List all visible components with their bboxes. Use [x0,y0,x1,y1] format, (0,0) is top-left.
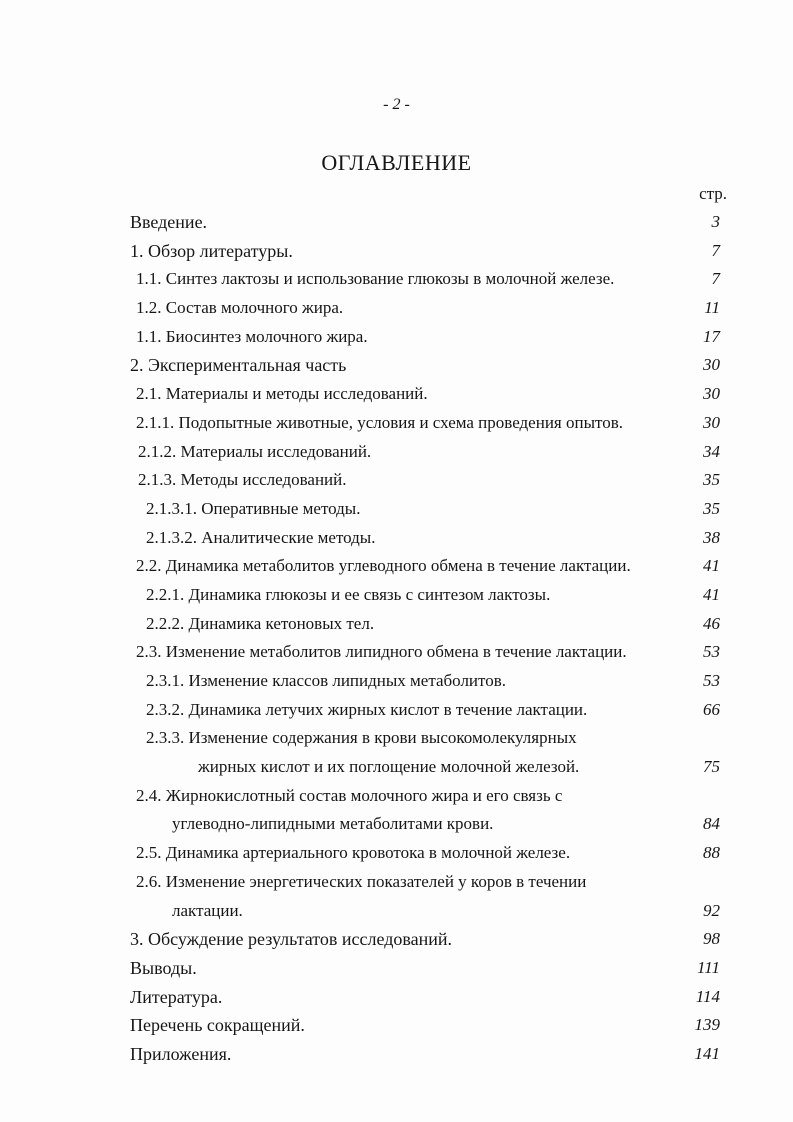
toc-entry-continuation [0,810,793,839]
toc-entry-page: 66 [703,699,720,719]
toc-entry-page: 53 [703,642,720,662]
toc-entry-label: 1. Обзор литературы. [130,240,293,261]
toc-entry-label: Приложения. [130,1043,232,1064]
toc-entry [0,1040,793,1069]
toc-entry [0,294,793,323]
toc-entry-label: Выводы. [130,957,197,978]
toc-entry-label: 2.1. Материалы и методы исследований. [136,384,428,404]
toc-entry-label: 2.3. Изменение метаболитов липидного обмена в течение лактации. [136,642,627,662]
toc-entry-page: 141 [694,1043,720,1063]
toc-entry-page: 3 [711,212,720,231]
toc-entry [0,323,793,352]
toc-entry-page: 34 [703,441,720,461]
toc-entry-label: 2.3.1. Изменение классов липидных метаболитов. [146,671,507,690]
toc-entry [0,237,793,266]
toc-entry-page: 35 [703,470,720,490]
toc-entry-continuation [0,897,793,926]
toc-entry-label: 2.2.1. Динамика глюкозы и ее связь с синтезом лактозы. [146,584,551,604]
toc-entry [0,524,793,553]
toc-entry-label: лактации. [172,900,243,920]
toc-entry [0,610,793,639]
toc-entry-page: 92 [703,900,720,920]
toc-entry-label: 2.6. Изменение энергетических показателей у коров в течении [136,871,587,891]
toc-entry-label: 2.1.1. Подопытные животные, условия и схема проведения опытов. [136,412,623,432]
toc-entry-page: 7 [711,269,720,289]
toc-entry-page: 111 [697,957,720,977]
toc-entry-page: 98 [703,929,720,949]
toc-entry [0,552,793,581]
toc-entry [0,667,793,696]
table-of-contents [0,208,793,1069]
page-number: - 2 - [383,96,410,113]
page-title: ОГЛАВЛЕНИЕ [321,150,472,175]
toc-entry-page: 88 [703,843,720,863]
toc-entry-label: Перечень сокращений. [130,1015,305,1036]
toc-entry [0,638,793,667]
toc-entry-page: 53 [703,671,720,690]
toc-entry-page: 30 [703,384,720,404]
toc-entry-page: 84 [703,814,720,834]
toc-entry-label: 2.2.2. Динамика кетоновых тел. [146,613,375,633]
toc-entry [0,438,793,467]
page-column-label: стр. [699,184,727,203]
toc-entry [0,380,793,409]
toc-entry [0,495,793,524]
toc-entry-label: 3. Обсуждение результатов исследований. [130,929,453,950]
toc-entry [0,868,793,897]
toc-entry-page: 30 [703,355,720,375]
toc-entry-page: 41 [703,556,720,576]
toc-entry-label: 2.1.3. Методы исследований. [138,470,347,490]
toc-entry-label: 2.5. Динамика артериального кровотока в молочной железе. [136,843,571,863]
toc-entry-label: 1.1. Синтез лактозы и использование глюкозы в молочной железе. [136,269,615,289]
toc-entry [0,208,793,237]
toc-entry-page: 7 [711,240,720,260]
toc-entry-label: 2.2. Динамика метаболитов углеводного обмена в течение лактации. [136,556,631,576]
toc-entry-label: Введение. [130,212,208,232]
toc-entry [0,839,793,868]
toc-entry-label: Литература. [130,986,223,1007]
toc-entry-page: 35 [703,498,720,518]
toc-entry-page: 75 [703,757,720,777]
toc-entry-page: 17 [703,326,720,346]
toc-entry [0,954,793,983]
toc-entry [0,265,793,294]
toc-entry-label: 2.3.2. Динамика летучих жирных кислот в течение лактации. [146,699,588,719]
toc-entry-page: 114 [695,986,720,1006]
toc-entry-label: жирных кислот и их поглощение молочной железой. [198,757,580,777]
toc-entry [0,782,793,811]
toc-entry-label: 2.1.2. Материалы исследований. [138,441,372,461]
toc-entry-label: 2. Экспериментальная часть [130,355,347,376]
toc-entry-page: 11 [704,298,720,318]
toc-entry-continuation [0,753,793,782]
toc-entry-label: 1.1. Биосинтез молочного жира. [136,326,368,346]
toc-entry-page: 41 [703,584,720,604]
toc-entry-label: 2.4. Жирнокислотный состав молочного жира и его связь с [136,785,563,805]
toc-entry-label: 2.1.3.2. Аналитические методы. [146,527,376,547]
toc-entry-page: 38 [703,527,720,547]
toc-entry-label: 1.2. Состав молочного жира. [136,298,344,318]
toc-entry-label: 2.1.3.1. Оперативные методы. [146,498,361,518]
toc-entry [0,696,793,725]
toc-entry [0,925,793,954]
toc-entry-page: 139 [694,1015,720,1035]
toc-entry [0,581,793,610]
toc-entry-label: углеводно-липидными метаболитами крови. [172,814,494,834]
toc-entry-page: 30 [703,412,720,432]
toc-entry [0,983,793,1012]
toc-entry [0,351,793,380]
toc-entry [0,724,793,753]
toc-entry [0,1011,793,1040]
toc-entry-label: 2.3.3. Изменение содержания в крови высокомолекулярных [146,728,577,748]
toc-entry [0,466,793,495]
toc-entry-page: 46 [703,613,720,633]
toc-entry [0,409,793,438]
